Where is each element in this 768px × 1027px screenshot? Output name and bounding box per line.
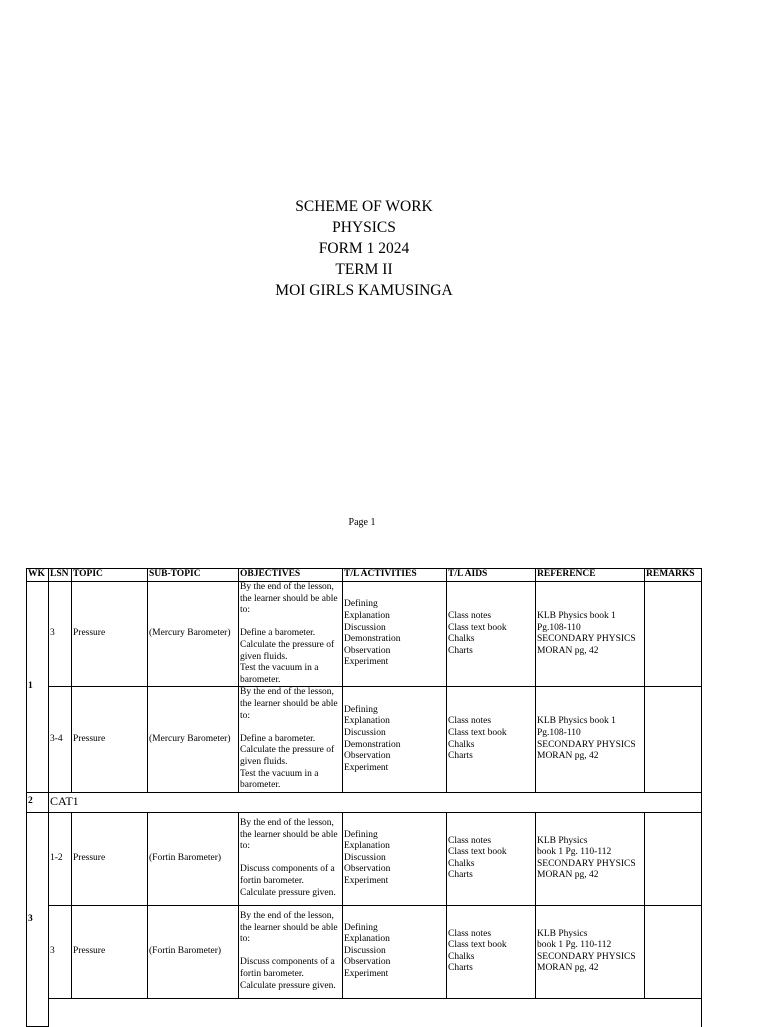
remarks-cell — [645, 582, 702, 687]
aids-cell: Class notes Class text book Chalks Charts — [447, 905, 536, 998]
table-header-row — [27, 569, 702, 582]
reference-cell: KLB Physics book 1 Pg.108-110 SECONDARY PHYSICS MORAN pg, 42 — [536, 687, 645, 792]
aids-cell: Class notes Class text book Chalks Charts — [447, 687, 536, 792]
table-row — [27, 792, 702, 812]
activities-cell: Defining Explanation Discussion Observation Experiment — [343, 812, 447, 905]
remarks-cell — [645, 905, 702, 998]
topic-cell: Pressure — [72, 812, 148, 905]
lesson-cell: 1-2 — [49, 812, 72, 905]
term-line: TERM II — [335, 261, 393, 278]
topic-cell: Pressure — [72, 687, 148, 792]
subject-line: PHYSICS — [332, 219, 396, 236]
lesson-cell: 3 — [49, 582, 72, 687]
header-activities: T/L ACTIVITIES — [343, 569, 447, 582]
objectives-cell: By the end of the lesson, the learner should be able to: Discuss components of a fortin barometer. Calculate pressure given. — [239, 812, 343, 905]
objectives-cell: By the end of the lesson, the learner should be able to: Discuss components of a fortin barometer. Calculate pressure given. — [239, 905, 343, 998]
objectives-cell: By the end of the lesson, the learner should be able to: Define a barometer. Calculate the pressure of given fluids. Test the vacuum in a barometer. — [239, 687, 343, 792]
week-cell: 1 — [27, 582, 49, 793]
subtopic-cell: (Fortin Barometer) — [148, 905, 239, 998]
topic-cell: Pressure — [72, 582, 148, 687]
remarks-cell — [645, 687, 702, 792]
week-cell: 2 — [27, 792, 49, 812]
aids-cell: Class notes Class text book Chalks Charts — [447, 582, 536, 687]
header-lsn: LSN — [49, 569, 72, 582]
title-line: SCHEME OF WORK — [295, 198, 433, 215]
header-objectives: OBJECTIVES — [239, 569, 343, 582]
week-cell: 3 — [27, 812, 49, 1027]
lesson-cell: 3-4 — [49, 687, 72, 792]
header-subtopic: SUB-TOPIC — [148, 569, 239, 582]
page-number: Page 1 — [348, 517, 376, 528]
form-line: FORM 1 2024 — [318, 240, 410, 257]
cat-cell: CAT1 — [49, 792, 702, 812]
header-aids: T/L AIDS — [447, 569, 536, 582]
remarks-cell — [645, 812, 702, 905]
objectives-cell: By the end of the lesson, the learner should be able to: Define a barometer. Calculate the pressure of given fluids. Test the vacuum in a barometer. — [239, 582, 343, 687]
reference-cell: KLB Physics book 1 Pg. 110-112 SECONDARY PHYSICS MORAN pg, 42 — [536, 812, 645, 905]
activities-cell: Defining Explanation Discussion Demonstration Observation Experiment — [343, 582, 447, 687]
empty-cell — [49, 998, 702, 1027]
topic-cell: Pressure — [72, 905, 148, 998]
school-line: MOI GIRLS KAMUSINGA — [275, 282, 453, 299]
table-row — [27, 687, 702, 792]
document-title-block — [0, 196, 728, 301]
table-row — [27, 812, 702, 905]
table-row — [27, 582, 702, 687]
table-row — [27, 998, 702, 1027]
subtopic-cell: (Mercury Barometer) — [148, 687, 239, 792]
lesson-cell: 3 — [49, 905, 72, 998]
table-row — [27, 905, 702, 998]
activities-cell: Defining Explanation Discussion Demonstration Observation Experiment — [343, 687, 447, 792]
subtopic-cell: (Mercury Barometer) — [148, 582, 239, 687]
header-wk: WK — [27, 569, 49, 582]
header-reference: REFERENCE — [536, 569, 645, 582]
activities-cell: Defining Explanation Discussion Observation Experiment — [343, 905, 447, 998]
aids-cell: Class notes Class text book Chalks Charts — [447, 812, 536, 905]
reference-cell: KLB Physics book 1 Pg. 110-112 SECONDARY PHYSICS MORAN pg, 42 — [536, 905, 645, 998]
scheme-of-work-table — [26, 568, 702, 1027]
reference-cell: KLB Physics book 1 Pg.108-110 SECONDARY PHYSICS MORAN pg, 42 — [536, 582, 645, 687]
header-topic: TOPIC — [72, 569, 148, 582]
header-remarks: REMARKS — [645, 569, 702, 582]
subtopic-cell: (Fortin Barometer) — [148, 812, 239, 905]
